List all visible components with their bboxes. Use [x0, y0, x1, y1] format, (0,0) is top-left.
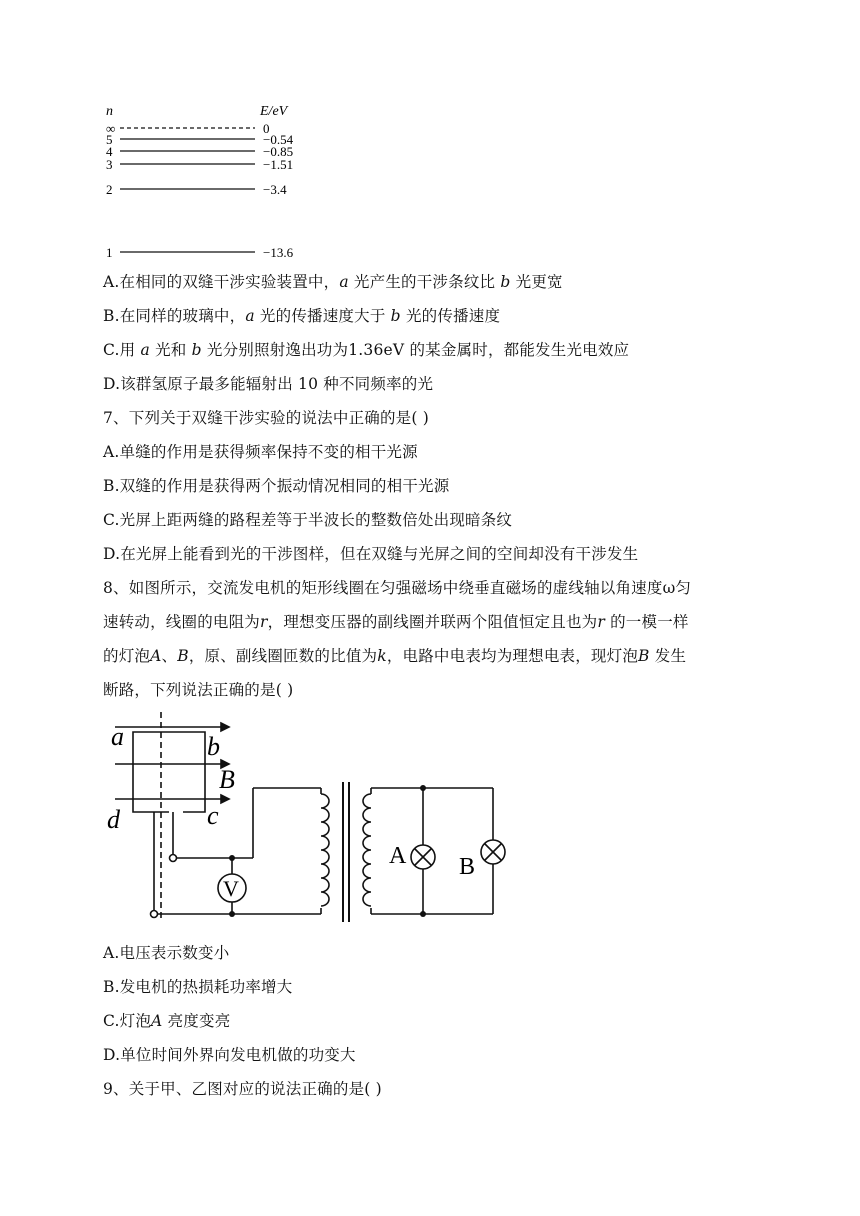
energy-level-value-4: −1.51 [263, 157, 294, 172]
q8-stem-line1: 8、如图所示，交流发电机的矩形线圈在匀强磁场中绕垂直磁场的虚线轴以角速度ω匀 [103, 579, 692, 597]
energy-level-value-3: −0.85 [263, 144, 294, 159]
energy-level-n-2: 5 [106, 132, 113, 147]
energy-level-value-5: −3.4 [263, 182, 287, 197]
energy-level-n-1: ∞ [106, 121, 116, 136]
q7-option-b: B.双缝的作用是获得两个振动情况相同的相干光源 [103, 477, 450, 495]
q6-option-b: B.在同样的玻璃中，a 光的传播速度大于 b 光的传播速度 [103, 307, 501, 325]
q8-option-a: A.电压表示数变小 [103, 944, 230, 962]
q8-option-b: B.发电机的热损耗功率增大 [103, 978, 293, 996]
q7-option-d: D.在光屏上能看到光的干涉图样，但在双缝与光屏之间的空间却没有干涉发生 [103, 545, 639, 563]
energy-level-value-6: −13.6 [263, 245, 294, 260]
energy-level-diagram [100, 100, 320, 265]
q6-option-c: C.用 a 光和 b 光分别照射逸出功为1.36eV 的某金属时，都能发生光电效应 [103, 341, 630, 359]
q8-stem-line4: 断路，下列说法正确的是( ) [103, 681, 294, 699]
q8-stem-line2: 速转动，线圈的电阻为r，理想变压器的副线圈并联两个阻值恒定且也为r 的一模一样 [103, 613, 689, 631]
energy-levels [106, 121, 294, 260]
energy-level-n-6: 1 [106, 245, 113, 260]
energy-level-n-3: 4 [106, 144, 113, 159]
q6-option-a: A.在相同的双缝干涉实验装置中，a 光产生的干涉条纹比 b 光更宽 [103, 273, 563, 291]
label-d: d [107, 805, 120, 834]
label-a: a [111, 722, 124, 751]
q8-option-d: D.单位时间外界向发电机做的功变大 [103, 1046, 356, 1064]
energy-level-value-1: 0 [263, 121, 270, 136]
q9-stem: 9、关于甲、乙图对应的说法正确的是( ) [103, 1080, 382, 1098]
q6-option-d: D.该群氢原子最多能辐射出 10 种不同频率的光 [103, 375, 434, 393]
n-axis-label: n [106, 104, 113, 119]
energy-level-n-4: 3 [106, 157, 113, 172]
lamp-a-label: A [389, 843, 407, 869]
label-c: c [207, 801, 219, 830]
energy-axis-label: E/eV [260, 104, 288, 119]
q8-option-c: C.灯泡A 亮度变亮 [103, 1012, 231, 1030]
q7-stem: 7、下列关于双缝干涉实验的说法中正确的是( ) [103, 409, 429, 427]
generator-transformer-circuit [103, 712, 523, 932]
lamp-b-label: B [459, 854, 476, 880]
q7-option-a: A.单缝的作用是获得频率保持不变的相干光源 [103, 443, 418, 461]
q8-stem-line3: 的灯泡A、B，原、副线圈匝数的比值为k，电路中电表均为理想电表，现灯泡B 发生 [103, 647, 687, 665]
voltmeter-label: V [223, 876, 239, 901]
energy-level-value-2: −0.54 [263, 132, 294, 147]
q7-option-c: C.光屏上距两缝的路程差等于半波长的整数倍处出现暗条纹 [103, 511, 513, 529]
label-field-B: B [219, 765, 235, 794]
label-b: b [207, 732, 220, 761]
energy-level-n-5: 2 [106, 182, 113, 197]
